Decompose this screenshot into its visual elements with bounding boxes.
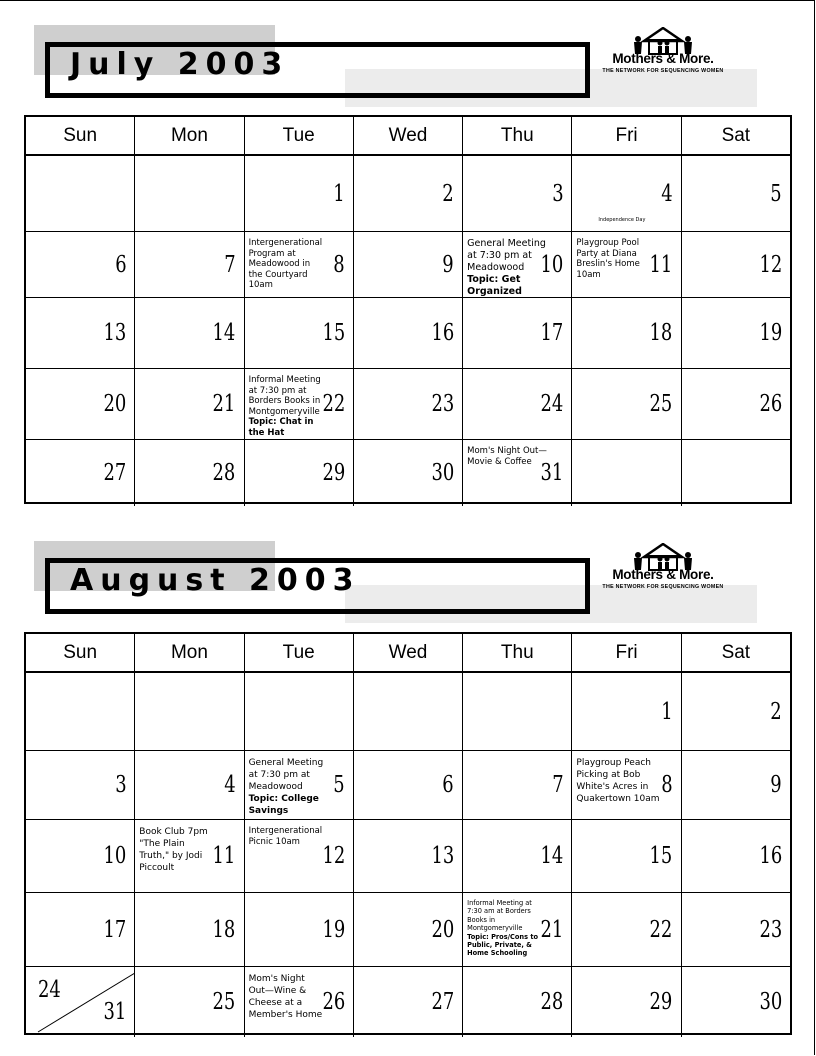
day-cell (135, 820, 244, 892)
day-number: 20 (103, 391, 127, 417)
day-number: 7 (224, 251, 236, 278)
day-cell (682, 820, 790, 892)
day-number: 18 (212, 916, 236, 943)
logo-name: Mothers & More. (612, 567, 714, 582)
day-cell (572, 893, 681, 966)
day-number: 27 (431, 989, 455, 1015)
day-number: 17 (103, 916, 127, 943)
day-cell (463, 232, 572, 297)
day-number: 9 (770, 772, 782, 798)
day-cell (135, 156, 244, 231)
weekday-tue: Tue (245, 634, 354, 671)
day-number: 25 (212, 989, 236, 1015)
day-cell (572, 820, 681, 892)
day-number: 31 (540, 460, 564, 486)
july-calendar (24, 115, 792, 504)
day-cell (682, 298, 790, 368)
logo-tagline: THE NETWORK FOR SEQUENCING WOMEN (602, 584, 724, 590)
day-cell (682, 673, 790, 750)
event-note: Mom's Night Out—Wine & Cheese at a Member's Home (248, 974, 323, 1020)
day-cell (463, 967, 572, 1037)
day-number: 8 (661, 772, 673, 798)
event-note: Playgroup Pool Party at Diana Breslin's Home 10am (576, 238, 640, 280)
event-note: Playgroup Peach Picking at Bob White's Acres in Quakertown 10am (576, 758, 660, 804)
day-cell (26, 673, 135, 750)
day-cell (26, 298, 135, 368)
weekday-wed: Wed (354, 634, 463, 671)
day-cell (572, 673, 681, 750)
august-calendar (24, 632, 792, 1035)
day-number: 8 (333, 251, 345, 278)
day-cell (682, 369, 790, 439)
day-cell (463, 893, 572, 966)
event-note (249, 757, 329, 817)
day-cell (245, 673, 354, 750)
mothers-and-more-logo (590, 31, 736, 91)
day-cell (135, 440, 244, 506)
event-note: Independence Day (598, 217, 646, 223)
day-cell (354, 298, 463, 368)
week-row (26, 820, 790, 893)
day-number: 6 (114, 251, 127, 278)
day-number: 28 (540, 989, 564, 1015)
day-number: 26 (759, 391, 782, 417)
event-note: Mom's Night Out—Movie & Coffee (467, 446, 547, 467)
day-cell (245, 751, 354, 819)
weekday-header-row (26, 117, 790, 156)
day-cell (26, 751, 135, 819)
event-text: Informal Meeting at 7:30 pm at Borders Books in Montgomeryville (248, 375, 321, 417)
day-cell (354, 156, 463, 231)
week-row (26, 156, 790, 232)
day-number: 25 (649, 391, 673, 417)
weekday-tue: Tue (245, 117, 354, 154)
day-cell (463, 820, 572, 892)
day-cell (354, 232, 463, 297)
day-cell (354, 673, 463, 750)
day-number: 4 (224, 772, 236, 798)
day-cell (354, 440, 463, 506)
day-cell (572, 751, 681, 819)
weekday-sat: Sat (721, 642, 751, 663)
day-number: 11 (649, 251, 673, 278)
day-number: 7 (551, 772, 564, 798)
day-cell (26, 156, 135, 231)
day-cell (245, 967, 354, 1037)
day-cell (26, 369, 135, 439)
day-number: 2 (770, 698, 782, 725)
day-cell (682, 440, 790, 506)
event-text: General Meeting at 7:30 pm at Meadowood (467, 238, 546, 273)
weekday-sun: Sun (26, 634, 135, 671)
mothers-and-more-logo (590, 547, 736, 607)
month-title: August 2003 (70, 563, 361, 598)
weekday-mon: Mon (135, 634, 244, 671)
day-number: 20 (431, 916, 455, 943)
day-cell (245, 298, 354, 368)
august-header (0, 541, 816, 621)
day-cell (245, 232, 354, 297)
day-number: 2 (442, 180, 455, 207)
day-number: 11 (212, 843, 236, 869)
weekday-sat: Sat (721, 125, 751, 146)
day-cell (354, 369, 463, 439)
day-cell (354, 967, 463, 1037)
day-number: 19 (322, 916, 345, 943)
day-cell (135, 673, 244, 750)
week-row (26, 440, 790, 506)
day-number: 21 (540, 916, 564, 943)
day-cell (354, 820, 463, 892)
day-number: 12 (759, 251, 782, 278)
weekday-fri: Fri (572, 117, 681, 154)
day-number: 4 (661, 180, 673, 207)
day-cell (135, 967, 244, 1037)
weekday-wed: Wed (354, 117, 463, 154)
day-cell (245, 156, 354, 231)
day-number: 28 (212, 460, 236, 486)
week-row (26, 298, 790, 369)
day-cell (463, 751, 572, 819)
day-cell (354, 751, 463, 819)
day-number: 1 (661, 698, 673, 725)
day-cell (135, 751, 244, 819)
day-number: 21 (212, 391, 236, 417)
day-number: 13 (431, 843, 455, 869)
day-number: 3 (551, 180, 564, 207)
day-cell (463, 156, 572, 231)
day-cell (682, 232, 790, 297)
day-cell (245, 820, 354, 892)
event-topic: Topic: Get Organized (467, 274, 522, 297)
day-cell (572, 440, 681, 506)
logo-tagline: THE NETWORK FOR SEQUENCING WOMEN (602, 68, 724, 74)
day-cell (354, 893, 463, 966)
day-cell (135, 298, 244, 368)
week-row (26, 751, 790, 820)
day-cell (135, 893, 244, 966)
event-note: Intergenerational Program at Meadowood in the Courtyard 10am (248, 238, 323, 290)
day-cell (245, 440, 354, 506)
day-cell (26, 893, 135, 966)
day-cell (463, 369, 572, 439)
day-cell (463, 440, 572, 506)
day-cell (682, 751, 790, 819)
day-number: 9 (442, 251, 455, 278)
day-number: 18 (649, 320, 673, 346)
july-header (0, 25, 816, 105)
day-number: 23 (431, 391, 455, 417)
day-cell (135, 369, 244, 439)
day-cell (135, 232, 244, 297)
day-cell (463, 673, 572, 750)
day-cell (245, 369, 354, 439)
week-row (26, 893, 790, 967)
day-cell (572, 298, 681, 368)
day-number: 30 (431, 460, 455, 486)
day-cell (572, 232, 681, 297)
weekday-thu: Thu (463, 117, 572, 154)
day-number: 14 (540, 843, 564, 869)
day-number: 5 (333, 772, 345, 798)
day-number: 26 (322, 989, 345, 1015)
week-row (26, 673, 790, 751)
week-row (26, 232, 790, 298)
event-note: Book Club 7pm "The Plain Truth," by Jodi Piccoult (139, 827, 208, 873)
event-note (467, 899, 547, 958)
day-number: 15 (649, 843, 673, 869)
day-cell (26, 232, 135, 297)
day-number: 15 (322, 320, 345, 346)
day-number: 14 (212, 320, 236, 346)
day-number: 22 (322, 391, 345, 417)
event-note (467, 238, 551, 297)
logo-name: Mothers & More. (612, 51, 714, 66)
day-number: 10 (103, 843, 127, 869)
day-cell (682, 156, 790, 231)
day-number: 16 (759, 843, 782, 869)
day-number: 6 (442, 772, 455, 798)
day-number: 10 (540, 251, 564, 278)
event-text: General Meeting at 7:30 pm at Meadowood (248, 758, 324, 792)
day-number: 30 (759, 989, 782, 1015)
day-number: 3 (114, 772, 127, 798)
day-number: 24 (540, 391, 564, 417)
day-number: 17 (540, 320, 564, 346)
month-title: July 2003 (70, 47, 290, 82)
day-cell (26, 820, 135, 892)
day-cell (682, 967, 790, 1037)
day-cell (245, 893, 354, 966)
weekday-thu: Thu (463, 634, 572, 671)
day-number: 1 (333, 180, 345, 207)
day-cell (572, 156, 681, 231)
day-cell (572, 369, 681, 439)
weekday-mon: Mon (135, 117, 244, 154)
week-row (26, 369, 790, 440)
day-number: 22 (649, 916, 673, 943)
event-note (249, 375, 329, 438)
day-number: 31 (103, 998, 127, 1025)
weekday-fri: Fri (572, 634, 681, 671)
event-topic: Topic: Chat in the Hat (248, 417, 314, 438)
day-number: 23 (759, 916, 782, 943)
day-cell (26, 440, 135, 506)
event-topic: Topic: Pros/Cons to Public, Private, & Home Schooling (467, 932, 539, 958)
day-cell-split (26, 967, 135, 1037)
day-number: 29 (322, 460, 345, 486)
day-number: 27 (103, 460, 127, 486)
weekday-header-row (26, 634, 790, 673)
weekday-sun: Sun (26, 117, 135, 154)
day-number: 12 (322, 843, 345, 869)
day-cell (682, 893, 790, 966)
week-row (26, 967, 790, 1037)
day-number: 5 (770, 180, 782, 207)
day-cell (572, 967, 681, 1037)
day-number: 29 (649, 989, 673, 1015)
day-number: 24 (38, 977, 61, 1003)
event-note: Intergenerational Picnic 10am (248, 826, 323, 847)
day-cell (463, 298, 572, 368)
day-number: 19 (759, 320, 782, 346)
day-number: 13 (103, 320, 127, 346)
day-number: 16 (431, 320, 455, 346)
event-text: Informal Meeting at 7:30 am at Borders Books in Montgomeryville (467, 899, 532, 933)
event-topic: Topic: College Savings (248, 794, 319, 816)
